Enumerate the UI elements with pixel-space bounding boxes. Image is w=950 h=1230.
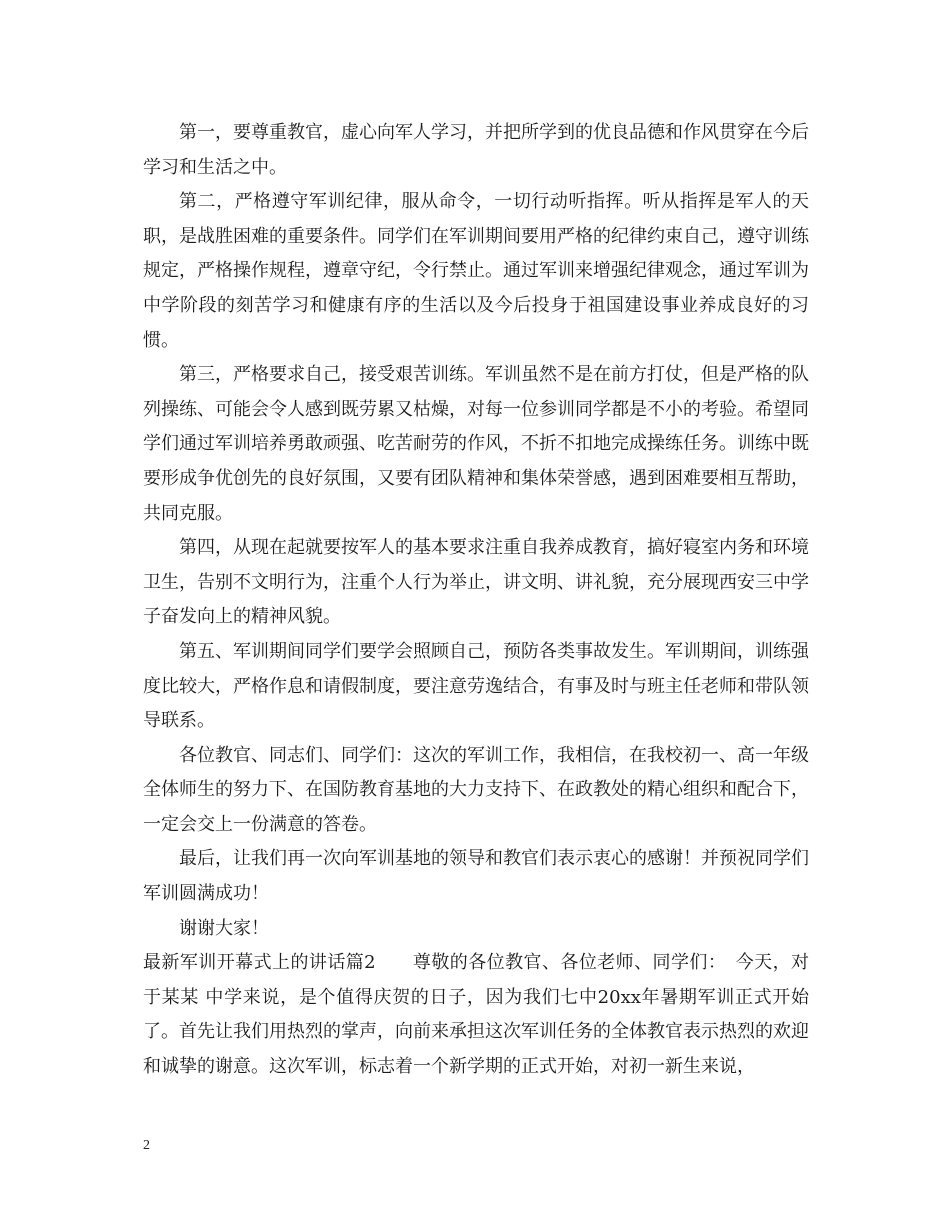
paragraph-4: 第四，从现在起就要按军人的基本要求注重自我养成教育，搞好寝室内务和环境卫生，告别不文明行为，注重个人行为举止，讲文明、讲礼貌，充分展现西安三中学子奋发向上的精神风貌。 [143,537,809,628]
paragraph-3: 第三，严格要求自己，接受艰苦训练。军训虽然不是在前方打仗，但是严格的队列操练、可能会令人感到既劳累又枯燥，对每一位参训同学都是不小的考验。希望同学们通过军训培养勇敢顽强、吃苦耐劳的作风，不折不扣地完成操练任务。训练中既要形成争优创先的良好氛围，又要有团队精神和集体荣誉感，遇到困难要相互帮助，共同克服。 [143,364,809,524]
paragraph-2: 第二，严格遵守军训纪律，服从命令，一切行动听指挥。听从指挥是军人的天职，是战胜困难的重要条件。同学们在军训期间要用严格的纪律约束自己，遵守训练规定，严格操作规程，遵章守纪，令行禁止。通过军训来增强纪律观念，通过军训为中学阶段的刻苦学习和健康有序的生活以及今后投身于祖国建设事业养成良好的习惯。 [143,191,809,351]
page-number: 2 [143,1138,150,1153]
document-body [143,116,809,1085]
paragraph-8: 谢谢大家！ [179,917,269,939]
paragraph-9: 最新军训开幕式上的讲话篇2 尊敬的各位教官、各位老师、同学们： 今天，对于某某 中学来说，是个值得庆贺的日子，因为我们七中20xx年暑期军训正式开始了。首先让我们用热烈的掌声，向前来承担这次军训任务的全体教官表示热烈的欢迎和诚挚的谢意。这次军训，标志着一个新学期的正式开始，对初一新生来说， [143,952,809,1078]
paragraph-6: 各位教官、同志们、同学们：这次的军训工作，我相信，在我校初一、高一年级全体师生的努力下、在国防教育基地的大力支持下、在政教处的精心组织和配合下， 一定会交上一份满意的答卷。 [143,744,809,835]
paragraph-1: 第一，要尊重教官，虚心向军人学习，并把所学到的优良品德和作风贯穿在今后学习和生活之中。 [143,122,809,178]
paragraph-7: 最后，让我们再一次向军训基地的领导和教官们表示衷心的感谢！并预祝同学们军训圆满成功！ [143,848,809,905]
paragraph-5: 第五、军训期间同学们要学会照顾自己，预防各类事故发生。军训期间，训练强度比较大，严格作息和请假制度，要注意劳逸结合，有事及时与班主任老师和带队领导联系。 [143,640,809,732]
